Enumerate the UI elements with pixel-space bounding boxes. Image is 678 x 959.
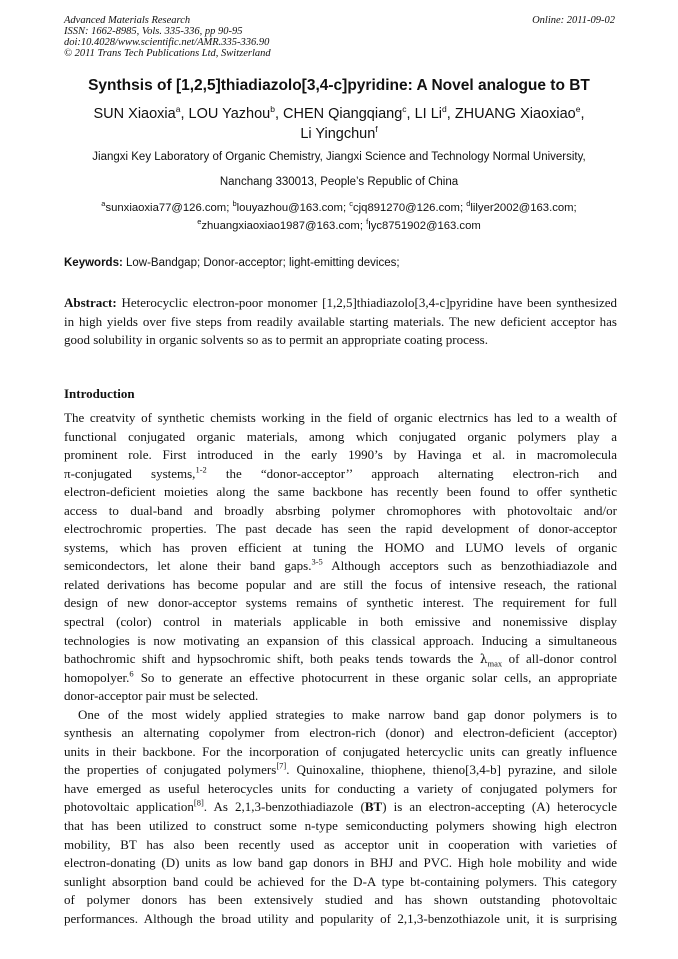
affiliation-line-2: Nanchang 330013, People’s Republic of China bbox=[219, 176, 459, 188]
text-span: of all-donor control bbox=[502, 651, 617, 667]
keywords-text: Low-Bandgap; Donor-acceptor; light-emitting devices; bbox=[122, 257, 400, 269]
text-line: prominent role. First introduced in the early 1990’s by Havinga et al. in macromolecula bbox=[64, 447, 617, 463]
affiliation-line-1: Jiangxi Key Laboratory of Organic Chemistry, Jiangxi Science and Technology Normal University, bbox=[92, 151, 586, 163]
email-address[interactable]: zhuangxiaoxiao1987@163.com; bbox=[201, 220, 363, 232]
email-sup: e bbox=[197, 217, 202, 227]
text-line: have emerged as useful heterocycles units for conducting a variety of conjugated polymers for bbox=[64, 780, 617, 796]
email-sup: c bbox=[349, 199, 354, 209]
text-line bbox=[64, 669, 617, 688]
author-sup: e bbox=[575, 104, 581, 115]
email-address[interactable]: louyazhou@163.com; bbox=[236, 202, 347, 214]
text-line: spectral (color) control in materials applicable in both emissive and nonemissive display bbox=[64, 614, 617, 630]
text-line bbox=[64, 798, 617, 817]
author-name: ZHUANG Xiaoxiao bbox=[454, 106, 576, 122]
text-line: sunlight absorption band could be achieved for the D-A type bt-containing polymers. This category bbox=[64, 873, 617, 889]
text-line: electron-donating (D) units as low band gap donors in BHJ and PVC. High hole mobility and wide bbox=[64, 855, 617, 871]
text-line: design of new donor-acceptor systems remains of synthetic interest. The requirement for full bbox=[64, 595, 617, 611]
copyright-line: © 2011 Trans Tech Publications Ltd, Switzerland bbox=[64, 48, 271, 59]
text-line: systems, which has proven efficient at tuning the HOMO and LUMO levels of organic bbox=[64, 539, 617, 555]
citation-sup: [8] bbox=[193, 798, 204, 809]
citation-sup: [7] bbox=[276, 761, 287, 772]
author-name: Li Yingchun bbox=[300, 126, 376, 142]
text-line bbox=[64, 761, 617, 780]
text-line bbox=[64, 650, 617, 669]
text-line: functional conjugated organic materials, among which conjugated organic polymers play a bbox=[64, 428, 617, 444]
abstract-text: Heterocyclic electron-poor monomer [1,2,5]thiadiazolo[3,4-c]pyridine have been synthesized in high yields over five steps from readily available starting materials. The new deficient acceptor has good solubility in organic solvents so as to permit an appropriate coating process. bbox=[64, 295, 617, 348]
text-line: that has been utilized to construct some n-type semiconducting polymers showing high electron bbox=[64, 818, 617, 834]
email-sup: a bbox=[101, 199, 106, 209]
author-list: SUN Xiaoxia$^a$, LOU Yazhou$^b$, CHEN Qiangqiang$^c$, LI Li$^d$, ZHUANG Xiaoxiao$^e$, Li Yingchun$^f$ bbox=[93, 104, 585, 142]
email-sup: f bbox=[366, 217, 369, 227]
text-line: electrochromic properties. The past decade has seen the rapid development of donor-acceptor bbox=[64, 521, 617, 537]
text-line: electron-deficient moieties along the same backbone has recently been found to offer synthetic bbox=[64, 484, 617, 500]
text-line: of polymer donors has been extensively studied and has shown outstanding photovoltaic bbox=[64, 892, 617, 908]
email-address[interactable]: lilyer2002@163.com; bbox=[470, 202, 577, 214]
text-line: The creatvity of synthetic chemists working in the field of organic electrnics has led to a wealth of bbox=[64, 410, 617, 425]
text-line: One of the most widely applied strategies to make narrow band gap donor polymers is to bbox=[78, 706, 617, 722]
author-sup: d bbox=[442, 104, 447, 115]
email-address[interactable]: lyc8751902@163.com bbox=[368, 220, 481, 232]
text-line: synthesis an alternating copolymer from electron-rich (donor) and electron-deficient (acceptor) bbox=[64, 725, 617, 741]
text-span: . Quinoxaline, thiophene, thieno[3,4-b] pyrazine, and silole bbox=[286, 762, 618, 778]
author-name: SUN Xiaoxia bbox=[93, 106, 176, 122]
email-sup: b bbox=[232, 199, 237, 209]
lambda-subscript: max bbox=[487, 658, 503, 669]
abstract-paragraph bbox=[64, 294, 617, 350]
author-name: CHEN Qiangqiang bbox=[283, 106, 403, 122]
author-sup: b bbox=[270, 104, 275, 115]
keywords-line bbox=[64, 257, 617, 269]
text-span: homopolyer. bbox=[64, 669, 130, 685]
text-span: the properties of conjugated polymers bbox=[64, 762, 277, 778]
text-line: access to dual-band and broadly absrbing polymer chromophores with photovoltaic and/or bbox=[64, 502, 617, 518]
email-list bbox=[0, 199, 678, 235]
text-span: ) is an electron-accepting (A) heterocycle bbox=[382, 799, 617, 815]
text-span: photovoltaic application bbox=[64, 799, 194, 815]
text-line: units in their backbone. For the incorporation of conjugated hetercyclic units can greatly influence bbox=[64, 743, 617, 759]
author-sup: c bbox=[402, 104, 407, 115]
text-line: performances. Although the broad utility and popularity of 2,1,3-benzothiazole unit, it is surprising bbox=[64, 910, 617, 926]
citation-sup: 3-5 bbox=[311, 557, 323, 568]
keywords-label: Keywords: bbox=[64, 257, 123, 269]
text-span: semicondectors, let alone their band gaps. bbox=[64, 558, 312, 574]
author-sup: f bbox=[375, 124, 378, 135]
text-line bbox=[64, 557, 617, 576]
email-sup: d bbox=[466, 199, 471, 209]
lambda-symbol: λ bbox=[479, 652, 488, 667]
bt-bold: BT bbox=[364, 799, 383, 815]
email-address[interactable]: cjq891270@126.com; bbox=[353, 202, 464, 214]
introduction-body bbox=[64, 409, 617, 928]
abstract-label: Abstract: bbox=[64, 295, 117, 310]
text-line: donor-acceptor pair must be selected. bbox=[64, 688, 259, 704]
author-name: LOU Yazhou bbox=[188, 106, 271, 122]
email-address[interactable]: sunxiaoxia77@126.com; bbox=[105, 202, 230, 214]
text-span: the “donor-acceptor’’ approach alternating electron-rich and bbox=[206, 465, 617, 481]
doi-line: doi:10.4028/www.scientific.net/AMR.335-336.90 bbox=[64, 37, 270, 48]
journal-name: Advanced Materials Research bbox=[64, 15, 191, 26]
text-line bbox=[64, 465, 617, 484]
text-line: mobility, BT has also been recently used as acceptor unit in cooperation with varieties of bbox=[64, 836, 617, 852]
author-name: LI Li bbox=[414, 106, 443, 122]
issn-line: ISSN: 1662-8985, Vols. 335-336, pp 90-95 bbox=[64, 26, 243, 37]
text-span: . As 2,1,3-benzothiadiazole ( bbox=[203, 799, 365, 815]
journal-header bbox=[64, 15, 617, 59]
text-span: Although acceptors such as benzothiadiazole and bbox=[322, 558, 617, 574]
introduction-heading: Introduction bbox=[64, 386, 135, 401]
text-span: bathochromic shift and hypsochromic shift, both peaks tends towards the bbox=[64, 651, 480, 667]
text-span: So to generate an effective photocurrent in these organic solar cells, an appropriate bbox=[133, 669, 617, 685]
paper-title: Synthsis of [1,2,5]thiadiazolo[3,4-c]pyridine: A Novel analogue to BT bbox=[88, 77, 590, 94]
citation-sup: 6 bbox=[129, 668, 134, 679]
text-line: technologies is now motivating an expansion of this classical approach. Inducing a simultaneous bbox=[64, 632, 617, 648]
online-date: Online: 2011-09-02 bbox=[532, 15, 615, 26]
author-sup: a bbox=[175, 104, 181, 115]
text-line: related derivations has become popular and are still the focus of intensive reseach, the rational bbox=[64, 576, 617, 592]
citation-sup: 1-2 bbox=[195, 464, 207, 475]
text-span: π-conjugated systems, bbox=[64, 465, 196, 481]
